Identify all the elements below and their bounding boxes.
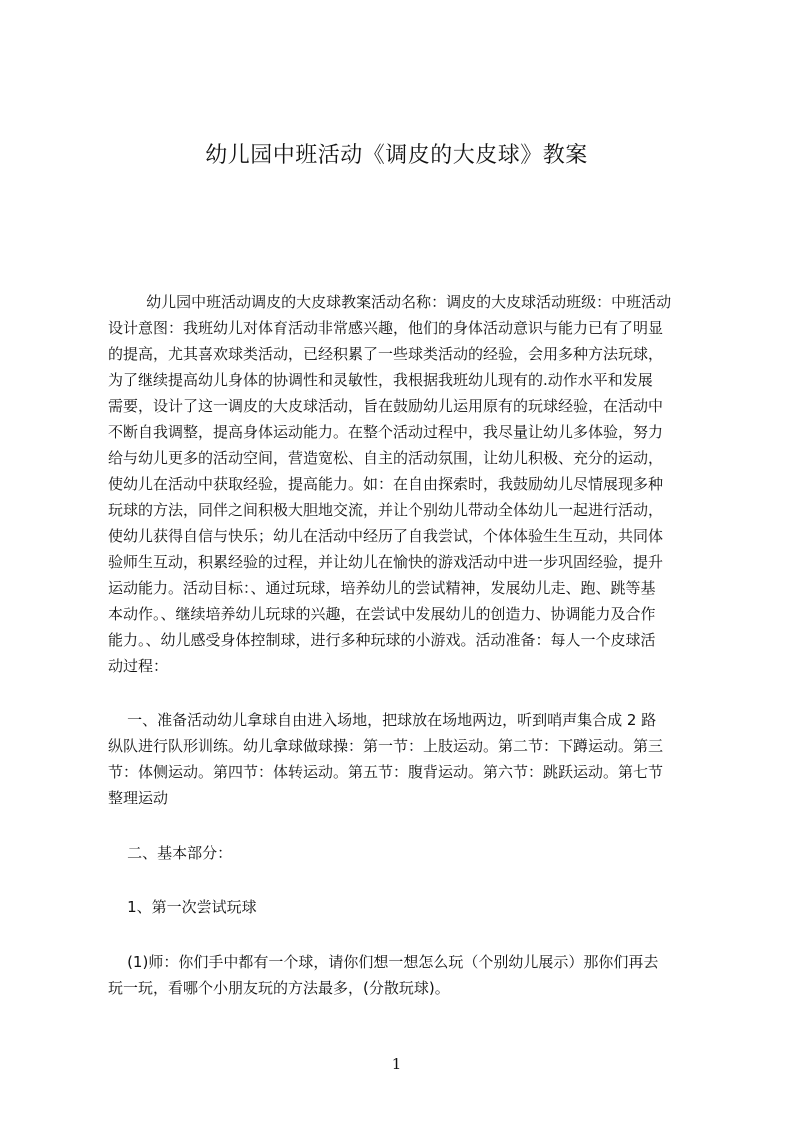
paragraph-line: 为了继续提高幼儿身体的协调性和灵敏性，我根据我班幼儿现有的.动作水平和发展 (108, 371, 653, 389)
section1-line: 节：体侧运动。第四节：体转运动。第五节：腹背运动。第六节：跳跃运动。第七节 (108, 763, 664, 781)
section1-line: 纵队进行队形训练。幼儿拿球做球操：第一节：上肢运动。第二节：下蹲运动。第三 (108, 737, 664, 755)
paragraph-line: 运动能力。活动目标：、通过玩球，培养幼儿的尝试精神，发展幼儿走、跑、跳等基 (108, 579, 656, 597)
item1-line: 玩一玩，看哪个小朋友玩的方法最多，(分散玩球)。 (108, 979, 450, 997)
page-number: 1 (391, 1055, 402, 1073)
section1-line: 整理运动 (108, 789, 169, 807)
section1-line: 一、准备活动幼儿拿球自由进入场地，把球放在场地两边，听到哨声集合成 2 路 (108, 711, 657, 729)
item1-line: (1)师：你们手中都有一个球，请你们想一想怎么玩（个别幼儿展示）那你们再去 (108, 953, 659, 971)
subsection1-heading: 1、第一次尝试玩球 (108, 898, 257, 916)
paragraph-line: 幼儿园中班活动调皮的大皮球教案活动名称：调皮的大皮球活动班级：中班活动 (108, 293, 672, 311)
paragraph-line: 不断自我调整，提高身体运动能力。在整个活动过程中，我尽量让幼儿多体验，努力 (108, 423, 664, 441)
paragraph-line: 设计意图：我班幼儿对体育活动非常感兴趣，他们的身体活动意识与能力已有了明显 (108, 319, 664, 337)
paragraph-line: 的提高，尤其喜欢球类活动，已经积累了一些球类活动的经验，会用多种方法玩球， (108, 345, 664, 363)
paragraph-line: 需要，设计了这一调皮的大皮球活动，旨在鼓励幼儿运用原有的玩球经验，在活动中 (108, 397, 664, 415)
paragraph-line: 动过程： (108, 657, 169, 675)
paragraph-line: 使幼儿在活动中获取经验，提高能力。如：在自由探索时，我鼓励幼儿尽情展现多种 (108, 475, 664, 493)
section2-heading: 二、基本部分： (108, 844, 233, 862)
paragraph-line: 玩球的方法，同伴之间积极大胆地交流，并让个别幼儿带动全体幼儿一起进行活动， (108, 501, 664, 519)
paragraph-line: 使幼儿获得自信与快乐；幼儿在活动中经历了自我尝试，个体体验生生互动，共同体 (108, 527, 664, 545)
paragraph-line: 能力。、幼儿感受身体控制球，进行多种玩球的小游戏。活动准备：每人一个皮球活 (108, 631, 656, 649)
paragraph-line: 给与幼儿更多的活动空间，营造宽松、自主的活动氛围，让幼儿积极、充分的运动， (108, 449, 664, 467)
document-title: 幼儿园中班活动《调皮的大皮球》教案 (205, 143, 588, 168)
paragraph-line: 验师生互动，积累经验的过程，并让幼儿在愉快的游戏活动中进一步巩固经验，提升 (108, 553, 664, 571)
paragraph-line: 本动作。、继续培养幼儿玩球的兴趣，在尝试中发展幼儿的创造力、协调能力及合作 (108, 605, 656, 623)
